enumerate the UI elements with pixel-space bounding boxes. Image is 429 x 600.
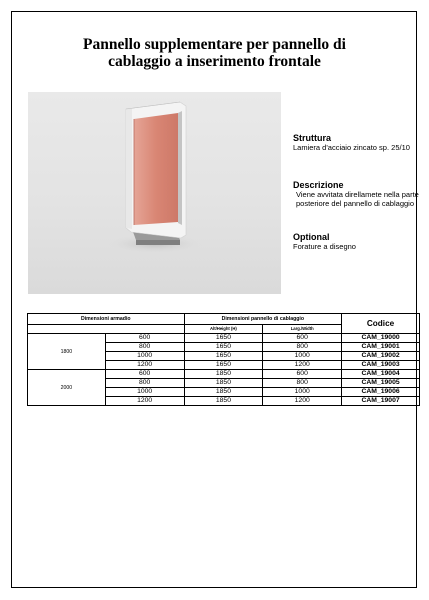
cell-larghezza: 600 bbox=[263, 370, 342, 379]
section-descrizione bbox=[293, 180, 423, 208]
section-struttura bbox=[293, 133, 423, 152]
cell-width: 1200 bbox=[105, 397, 184, 406]
cell-larghezza: 800 bbox=[263, 379, 342, 388]
cell-width: 1200 bbox=[105, 361, 184, 370]
table-row bbox=[28, 370, 420, 379]
cell-width: 1000 bbox=[105, 388, 184, 397]
wiring-panel-render bbox=[28, 92, 281, 294]
title-line: cablaggio a inserimento frontale bbox=[108, 53, 321, 70]
header-larghezza: Larg./Width bbox=[263, 325, 342, 334]
section-heading: Optional bbox=[293, 232, 330, 242]
dimensions-table bbox=[27, 313, 420, 406]
cell-code: CAM_19007 bbox=[342, 397, 420, 406]
header-dimensioni-pannello: Dimensioni pannello di cablaggio bbox=[184, 314, 342, 325]
cell-width: 800 bbox=[105, 343, 184, 352]
cell-larghezza: 1000 bbox=[263, 388, 342, 397]
header-empty bbox=[28, 325, 185, 334]
cell-width: 600 bbox=[105, 370, 184, 379]
cell-width: 800 bbox=[105, 379, 184, 388]
cell-larghezza: 600 bbox=[263, 334, 342, 343]
header-altezza: Alt/Height (H) bbox=[184, 325, 263, 334]
cell-code: CAM_19000 bbox=[342, 334, 420, 343]
cell-code: CAM_19002 bbox=[342, 352, 420, 361]
product-image bbox=[28, 92, 281, 294]
cell-larghezza: 1200 bbox=[263, 361, 342, 370]
cell-height: 1650 bbox=[184, 361, 263, 370]
cell-height: 1650 bbox=[184, 343, 263, 352]
cell-code: CAM_19003 bbox=[342, 361, 420, 370]
cell-larghezza: 800 bbox=[263, 343, 342, 352]
group-label: 2000 bbox=[28, 370, 106, 406]
cell-code: CAM_19001 bbox=[342, 343, 420, 352]
cell-height: 1650 bbox=[184, 352, 263, 361]
title-line: Pannello supplementare per pannello di bbox=[83, 36, 346, 53]
section-heading: Descrizione bbox=[293, 180, 344, 190]
cell-height: 1850 bbox=[184, 379, 263, 388]
cell-code: CAM_19006 bbox=[342, 388, 420, 397]
cell-width: 600 bbox=[105, 334, 184, 343]
cell-code: CAM_19005 bbox=[342, 379, 420, 388]
page-title bbox=[30, 36, 399, 70]
section-heading: Struttura bbox=[293, 133, 331, 143]
header-dimensioni-armadio: Dimensioni armadio bbox=[28, 314, 185, 325]
section-body: Lamiera d'acciaio zincato sp. 25/10 bbox=[293, 143, 410, 152]
cell-code: CAM_19004 bbox=[342, 370, 420, 379]
table-row bbox=[28, 334, 420, 343]
cell-larghezza: 1000 bbox=[263, 352, 342, 361]
cell-height: 1850 bbox=[184, 388, 263, 397]
cell-height: 1850 bbox=[184, 397, 263, 406]
section-optional bbox=[293, 232, 423, 251]
cell-height: 1850 bbox=[184, 370, 263, 379]
section-body: Forature a disegno bbox=[293, 242, 356, 251]
header-codice: Codice bbox=[342, 314, 420, 334]
cell-larghezza: 1200 bbox=[263, 397, 342, 406]
section-body-line: Viene avvitata direllamete nella parte bbox=[296, 190, 419, 199]
cell-height: 1650 bbox=[184, 334, 263, 343]
cell-width: 1000 bbox=[105, 352, 184, 361]
section-body-line: posteriore del pannello di cablaggio bbox=[296, 199, 415, 208]
group-label: 1800 bbox=[28, 334, 106, 370]
